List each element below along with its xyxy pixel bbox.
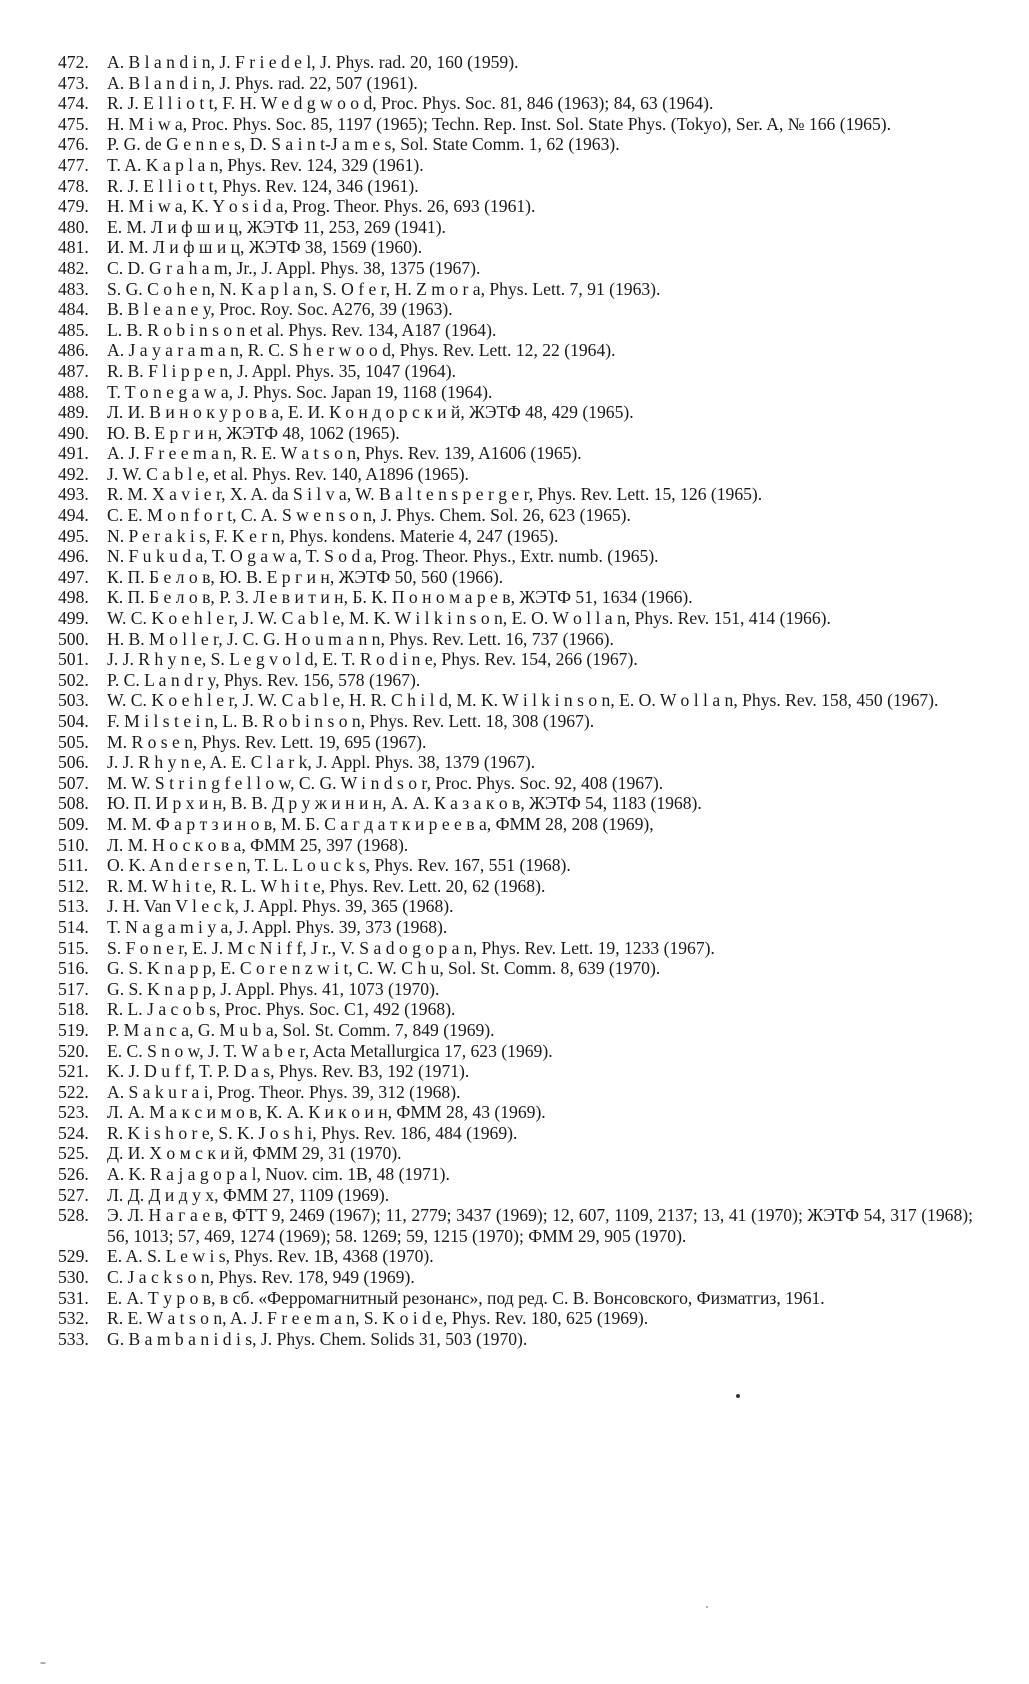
reference-entry — [58, 711, 973, 732]
reference-entry — [58, 1246, 973, 1267]
reference-entry — [58, 546, 973, 567]
reference-text: K. J. D u f f, T. P. D a s, Phys. Rev. B3, 192 (1971). — [107, 1061, 470, 1082]
reference-number: 522. — [58, 1081, 89, 1102]
reference-number: 506. — [58, 752, 89, 773]
reference-number: 494. — [58, 505, 89, 526]
reference-number: 508. — [58, 793, 89, 814]
reference-entry — [58, 587, 973, 608]
reference-number: 499. — [58, 608, 89, 629]
reference-number: 515. — [58, 937, 89, 958]
reference-text: Д. И. Х о м с к и й, ФММ 29, 31 (1970). — [107, 1143, 402, 1164]
reference-entry — [58, 1288, 973, 1309]
reference-number: 486. — [58, 340, 89, 361]
reference-text: C. E. M o n f o r t, C. A. S w e n s o n, J. Phys. Chem. Sol. 26, 623 (1965). — [107, 505, 631, 526]
reference-entry — [58, 1185, 973, 1206]
reference-entry — [58, 752, 973, 773]
reference-entry — [58, 484, 973, 505]
reference-text: M. W. S t r i n g f e l l o w, C. G. W i n d s o r, Proc. Phys. Soc. 92, 408 (1967). — [107, 772, 664, 793]
reference-entry — [58, 917, 973, 938]
reference-text: A. B l a n d i n, J. F r i e d e l, J. Phys. rad. 20, 160 (1959). — [107, 52, 519, 72]
reference-number: 532. — [58, 1308, 89, 1329]
reference-entry — [58, 629, 973, 650]
reference-number: 531. — [58, 1287, 89, 1308]
reference-entry — [58, 1020, 973, 1041]
reference-entry — [58, 876, 973, 897]
reference-entry — [58, 340, 973, 361]
reference-entry — [58, 814, 973, 835]
reference-number: 505. — [58, 731, 89, 752]
reference-number: 502. — [58, 669, 89, 690]
reference-text: S. F o n e r, E. J. M c N i f f, J r., V. S a d o g o p a n, Phys. Rev. Lett. 19, 1233 (1967). — [107, 937, 715, 958]
reference-number: 493. — [58, 484, 89, 505]
reference-number: 485. — [58, 319, 89, 340]
reference-entry — [58, 361, 973, 382]
reference-text: T. A. K a p l a n, Phys. Rev. 124, 329 (1961). — [107, 154, 424, 175]
reference-text: S. G. C o h e n, N. K a p l a n, S. O f e r, H. Z m o r a, Phys. Lett. 7, 91 (1963). — [107, 278, 661, 299]
reference-text: W. C. K o e h l e r, J. W. C a b l e, H. R. C h i l d, M. K. W i l k i n s o n, E. O. W o l l a n, Phys. Rev. 158, 450 (1967). — [107, 690, 939, 711]
reference-number: 529. — [58, 1246, 89, 1267]
reference-number: 513. — [58, 896, 89, 917]
reference-text: Э. Л. Н а г а е в, ФТТ 9, 2469 (1967); 11, 2779; 3437 (1969); 12, 607, 1109, 2137; 13, 41 (1970); ЖЭТФ 54, 317 (1968); 56, 1013; 57, 469, 1274 (1969); 58. 1269; 59, 1215 (1970); ФММ 29, 905 (1970). — [107, 1205, 973, 1246]
reference-entry — [58, 93, 973, 114]
reference-entry — [58, 938, 973, 959]
reference-entry — [58, 237, 973, 258]
reference-text: W. C. K o e h l e r, J. W. C a b l e, M. K. W i l k i n s o n, E. O. W o l l a n, Phys. Rev. 151, 414 (1966). — [107, 608, 831, 629]
reference-text: К. П. Б е л о в, Р. З. Л е в и т и н, Б. К. П о н о м а р е в, ЖЭТФ 51, 1634 (1966). — [107, 587, 693, 608]
reference-entry — [58, 279, 973, 300]
reference-text: T. T o n e g a w a, J. Phys. Soc. Japan 19, 1168 (1964). — [107, 381, 493, 402]
reference-entry — [58, 958, 973, 979]
reference-text: A. J. F r e e m a n, R. E. W a t s o n, Phys. Rev. 139, A1606 (1965). — [107, 443, 582, 464]
reference-number: 530. — [58, 1267, 89, 1288]
reference-number: 527. — [58, 1184, 89, 1205]
reference-number: 482. — [58, 257, 89, 278]
reference-number: 507. — [58, 772, 89, 793]
reference-text: R. E. W a t s o n, A. J. F r e e m a n, S. K o i d e, Phys. Rev. 180, 625 (1969). — [107, 1308, 649, 1329]
reference-text: B. B l e a n e y, Proc. Roy. Soc. A276, 39 (1963). — [107, 299, 453, 320]
reference-text: T. N a g a m i y a, J. Appl. Phys. 39, 373 (1968). — [107, 916, 448, 937]
reference-entry — [58, 999, 973, 1020]
reference-number: 475. — [58, 113, 89, 134]
reference-text: J. J. R h y n e, S. L e g v o l d, E. T. R o d i n e, Phys. Rev. 154, 266 (1967). — [107, 649, 638, 670]
reference-number: 474. — [58, 93, 89, 114]
reference-entry — [58, 690, 973, 711]
print-speck — [706, 1606, 708, 1608]
reference-entry — [58, 979, 973, 1000]
reference-number: 533. — [58, 1328, 89, 1349]
reference-number: 495. — [58, 525, 89, 546]
reference-text: E. A. S. L e w i s, Phys. Rev. 1B, 4368 (1970). — [107, 1246, 434, 1267]
reference-text: O. K. A n d e r s e n, T. L. L o u c k s, Phys. Rev. 167, 551 (1968). — [107, 855, 571, 876]
reference-text: J. H. Van V l e c k, J. Appl. Phys. 39, 365 (1968). — [107, 896, 454, 917]
reference-number: 481. — [58, 237, 89, 258]
reference-list — [58, 52, 973, 1349]
reference-number: 503. — [58, 690, 89, 711]
reference-text: Л. Д. Д и д у х, ФММ 27, 1109 (1969). — [107, 1184, 390, 1205]
reference-number: 512. — [58, 875, 89, 896]
reference-entry — [58, 1308, 973, 1329]
reference-entry — [58, 1329, 973, 1350]
reference-number: 480. — [58, 216, 89, 237]
reference-text: C. J a c k s o n, Phys. Rev. 178, 949 (1969). — [107, 1267, 415, 1288]
reference-entry — [58, 1143, 973, 1164]
reference-text: R. K i s h o r e, S. K. J o s h i, Phys. Rev. 186, 484 (1969). — [107, 1122, 518, 1143]
reference-text: A. K. R a j a g o p a l, Nuov. cim. 1B, 48 (1971). — [107, 1164, 450, 1185]
reference-number: 510. — [58, 834, 89, 855]
reference-text: К. П. Б е л о в, Ю. В. Е р г и н, ЖЭТФ 50, 560 (1966). — [107, 566, 504, 587]
reference-number: 516. — [58, 958, 89, 979]
reference-text: Ю. В. Е р г и н, ЖЭТФ 48, 1062 (1965). — [107, 422, 400, 443]
reference-text: R. B. F l i p p e n, J. Appl. Phys. 35, 1047 (1964). — [107, 360, 456, 381]
reference-text: G. S. K n a p p, J. Appl. Phys. 41, 1073 (1970). — [107, 978, 440, 999]
reference-number: 517. — [58, 978, 89, 999]
reference-number: 521. — [58, 1061, 89, 1082]
reference-number: 484. — [58, 299, 89, 320]
reference-text: P. C. L a n d r y, Phys. Rev. 156, 578 (1967). — [107, 669, 421, 690]
reference-entry — [58, 1061, 973, 1082]
reference-entry — [58, 73, 973, 94]
reference-entry — [58, 896, 973, 917]
reference-entry — [58, 1267, 973, 1288]
reference-entry — [58, 402, 973, 423]
reference-text: A. J a y a r a m a n, R. C. S h e r w o o d, Phys. Rev. Lett. 12, 22 (1964). — [107, 340, 616, 361]
reference-number: 491. — [58, 443, 89, 464]
reference-entry — [58, 258, 973, 279]
reference-text: A. S a k u r a i, Prog. Theor. Phys. 39, 312 (1968). — [107, 1081, 461, 1102]
reference-number: 528. — [58, 1205, 89, 1226]
reference-number: 483. — [58, 278, 89, 299]
reference-entry — [58, 320, 973, 341]
reference-text: P. M a n c a, G. M u b a, Sol. St. Comm. 7, 849 (1969). — [107, 1019, 495, 1040]
reference-number: 498. — [58, 587, 89, 608]
reference-number: 489. — [58, 402, 89, 423]
reference-number: 504. — [58, 711, 89, 731]
reference-entry — [58, 732, 973, 753]
reference-text: N. P e r a k i s, F. K e r n, Phys. kondens. Materie 4, 247 (1965). — [107, 525, 559, 546]
reference-text: Л. А. М а к с и м о в, К. А. К и к о и н, ФММ 28, 43 (1969). — [107, 1102, 546, 1123]
reference-number: 476. — [58, 134, 89, 155]
reference-text: H. M i w a, Proc. Phys. Soc. 85, 1197 (1965); Techn. Rep. Inst. Sol. State Phys. (Tokyo), Ser. A, № 166 (1965). — [107, 113, 892, 134]
reference-number: 488. — [58, 381, 89, 402]
reference-entry — [58, 793, 973, 814]
reference-text: Е. А. Т у р о в, в сб. «Ферромагнитный резонанс», под ред. С. В. Вонсовского, Физматгиз, 1961. — [107, 1287, 825, 1308]
reference-entry — [58, 649, 973, 670]
reference-entry — [58, 773, 973, 794]
reference-text: E. C. S n o w, J. T. W a b e r, Acta Metallurgica 17, 623 (1969). — [107, 1040, 553, 1061]
reference-entry — [58, 1041, 973, 1062]
reference-entry — [58, 505, 973, 526]
reference-number: 473. — [58, 72, 89, 93]
reference-entry — [58, 608, 973, 629]
reference-number: 520. — [58, 1040, 89, 1061]
reference-entry — [58, 1164, 973, 1185]
reference-text: R. J. E l l i o t t, Phys. Rev. 124, 346 (1961). — [107, 175, 419, 196]
reference-entry — [58, 1205, 973, 1246]
reference-number: 514. — [58, 916, 89, 937]
reference-entry — [58, 855, 973, 876]
reference-text: G. B a m b a n i d i s, J. Phys. Chem. Solids 31, 503 (1970). — [107, 1328, 528, 1349]
reference-text: G. S. K n a p p, E. C o r e n z w i t, C. W. C h u, Sol. St. Comm. 8, 639 (1970). — [107, 958, 661, 979]
reference-number: 523. — [58, 1102, 89, 1123]
reference-text: H. M i w a, K. Y o s i d a, Prog. Theor. Phys. 26, 693 (1961). — [107, 196, 536, 217]
reference-entry — [58, 196, 973, 217]
reference-entry — [58, 835, 973, 856]
reference-number: 478. — [58, 175, 89, 196]
reference-text: Л. М. Н о с к о в а, ФММ 25, 397 (1968). — [107, 834, 409, 855]
reference-entry — [58, 423, 973, 444]
reference-text: Л. И. В и н о к у р о в а, Е. И. К о н д о р с к и й, ЖЭТФ 48, 429 (1965). — [107, 402, 634, 423]
reference-entry — [58, 52, 973, 73]
reference-text: Ю. П. И р х и н, В. В. Д р у ж и н и н, А. А. К а з а к о в, ЖЭТФ 54, 1183 (1968). — [107, 793, 702, 814]
reference-entry — [58, 1102, 973, 1123]
reference-entry — [58, 382, 973, 403]
reference-text: R. M. W h i t e, R. L. W h i t e, Phys. Rev. Lett. 20, 62 (1968). — [107, 875, 546, 896]
print-speck — [736, 1394, 740, 1398]
reference-entry — [58, 1082, 973, 1103]
reference-text: R. L. J a c o b s, Proc. Phys. Soc. C1, 492 (1968). — [107, 999, 456, 1020]
reference-number: 518. — [58, 999, 89, 1020]
reference-number: 497. — [58, 566, 89, 587]
reference-text: L. B. R o b i n s o n et al. Phys. Rev. 134, A187 (1964). — [107, 319, 497, 340]
reference-number: 492. — [58, 463, 89, 484]
reference-text: A. B l a n d i n, J. Phys. rad. 22, 507 (1961). — [107, 72, 418, 93]
reference-text: J. J. R h y n e, A. E. C l a r k, J. Appl. Phys. 38, 1379 (1967). — [107, 752, 536, 773]
reference-number: 487. — [58, 360, 89, 381]
reference-entry — [58, 1123, 973, 1144]
reference-text: P. G. de G e n n e s, D. S a i n t-J a m e s, Sol. State Comm. 1, 62 (1963). — [107, 134, 620, 155]
reference-text: J. W. C a b l e, et al. Phys. Rev. 140, A1896 (1965). — [107, 463, 469, 484]
reference-number: 496. — [58, 546, 89, 567]
reference-text: C. D. G r a h a m, Jr., J. Appl. Phys. 38, 1375 (1967). — [107, 257, 481, 278]
reference-entry — [58, 176, 973, 197]
reference-number: 490. — [58, 422, 89, 443]
reference-entry — [58, 526, 973, 547]
reference-number: 500. — [58, 628, 89, 649]
reference-number: 479. — [58, 196, 89, 217]
reference-text: F. M i l s t e i n, L. B. R o b i n s o n, Phys. Rev. Lett. 18, 308 (1967). — [107, 711, 595, 731]
reference-text: R. M. X a v i e r, X. A. da S i l v a, W. B a l t e n s p e r g e r, Phys. Rev. Lett. 15, 126 (1965). — [107, 484, 763, 505]
reference-entry — [58, 155, 973, 176]
reference-number: 524. — [58, 1122, 89, 1143]
reference-entry — [58, 299, 973, 320]
reference-entry — [58, 217, 973, 238]
reference-number: 519. — [58, 1019, 89, 1040]
reference-entry — [58, 464, 973, 485]
reference-entry — [58, 134, 973, 155]
reference-text: Е. М. Л и ф ш и ц, ЖЭТФ 11, 253, 269 (1941). — [107, 216, 446, 237]
reference-number: 501. — [58, 649, 89, 670]
reference-text: И. М. Л и ф ш и ц, ЖЭТФ 38, 1569 (1960). — [107, 237, 423, 258]
reference-text: M. R o s e n, Phys. Rev. Lett. 19, 695 (1967). — [107, 731, 427, 752]
reference-number: 526. — [58, 1164, 89, 1185]
reference-entry — [58, 567, 973, 588]
reference-text: М. М. Ф а р т з и н о в, М. Б. С а г д а т к и р е е в а, ФММ 28, 208 (1969), — [107, 813, 654, 834]
reference-number: 511. — [58, 855, 89, 876]
reference-text: N. F u k u d a, T. O g a w a, T. S o d a, Prog. Theor. Phys., Extr. numb. (1965). — [107, 546, 659, 567]
reference-number: 525. — [58, 1143, 89, 1164]
reference-entry — [58, 114, 973, 135]
reference-entry — [58, 670, 973, 691]
print-speck — [40, 1662, 46, 1664]
reference-number: 472. — [58, 52, 89, 72]
reference-number: 509. — [58, 813, 89, 834]
reference-number: 477. — [58, 154, 89, 175]
reference-text: H. B. M o l l e r, J. C. G. H o u m a n n, Phys. Rev. Lett. 16, 737 (1966). — [107, 628, 614, 649]
reference-entry — [58, 443, 973, 464]
reference-text: R. J. E l l i o t t, F. H. W e d g w o o d, Proc. Phys. Soc. 81, 846 (1963); 84, 63 (1964). — [107, 93, 714, 114]
